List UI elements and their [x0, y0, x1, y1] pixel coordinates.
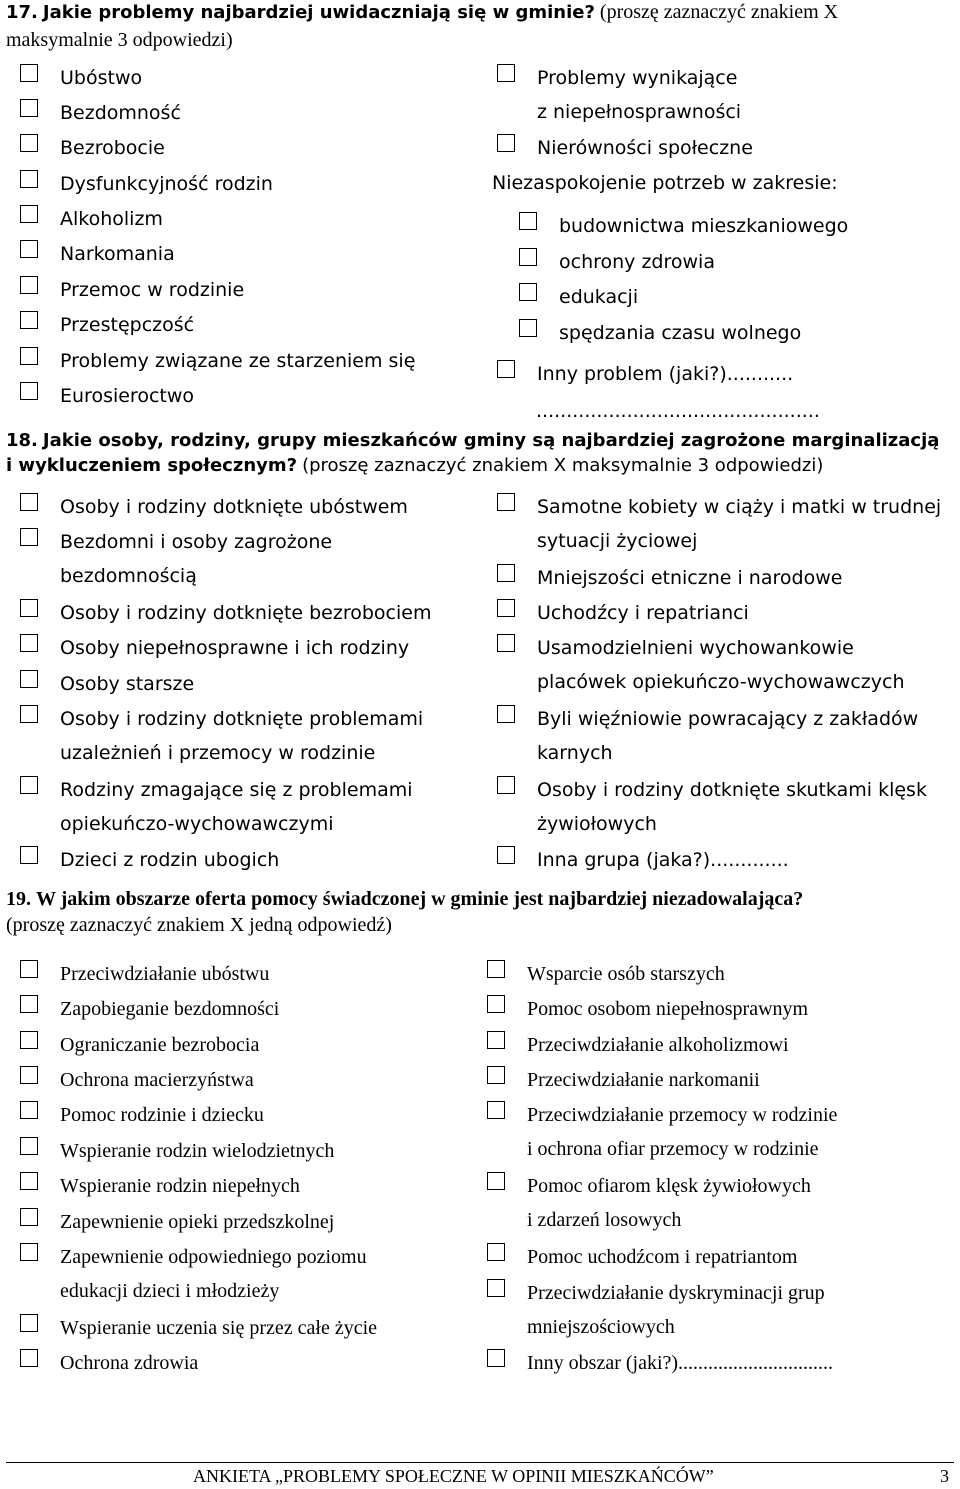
- checkbox[interactable]: [497, 134, 515, 152]
- checkbox[interactable]: [519, 319, 537, 337]
- checkbox[interactable]: [20, 670, 38, 688]
- option-label: Pomoc ofiarom klęsk żywiołowych: [527, 1175, 811, 1197]
- option-label: Wspieranie uczenia się przez całe życie: [60, 1317, 378, 1339]
- option-label-cont: żywiołowych: [537, 813, 657, 835]
- checkbox[interactable]: [497, 360, 515, 378]
- option-label: Pomoc rodzinie i dziecku: [60, 1104, 264, 1126]
- option-label: Ograniczanie bezrobocia: [60, 1034, 260, 1056]
- checkbox[interactable]: [20, 960, 38, 978]
- checkbox[interactable]: [20, 276, 38, 294]
- option-label: Osoby niepełnosprawne i ich rodziny: [60, 637, 410, 659]
- checkbox[interactable]: [497, 493, 515, 511]
- checkbox[interactable]: [20, 1031, 38, 1049]
- option-label: Przemoc w rodzinie: [60, 279, 245, 301]
- checkbox[interactable]: [487, 1279, 505, 1297]
- footer-divider: [6, 1462, 954, 1463]
- checkbox[interactable]: [20, 205, 38, 223]
- option-label: Inna grupa (jaka?).............: [537, 849, 789, 871]
- option-label: Przestępczość: [60, 314, 195, 336]
- option-label: Wspieranie rodzin wielodzietnych: [60, 1140, 335, 1162]
- option-label: Problemy związane ze starzeniem się: [60, 350, 416, 372]
- checkbox[interactable]: [20, 134, 38, 152]
- checkbox[interactable]: [497, 64, 515, 82]
- option-label: Pomoc osobom niepełnosprawnym: [527, 998, 809, 1020]
- checkbox[interactable]: [487, 960, 505, 978]
- checkbox[interactable]: [519, 248, 537, 266]
- checkbox[interactable]: [20, 382, 38, 400]
- checkbox[interactable]: [497, 599, 515, 617]
- option-label: Bezrobocie: [60, 137, 165, 159]
- option-label: Mniejszości etniczne i narodowe: [537, 567, 843, 589]
- checkbox[interactable]: [519, 212, 537, 230]
- option-label: Inny obszar (jaki?)...............................: [527, 1352, 834, 1374]
- option-label: Ochrona zdrowia: [60, 1352, 199, 1374]
- option-label: Eurosieroctwo: [60, 385, 195, 407]
- checkbox[interactable]: [20, 1066, 38, 1084]
- option-label-cont: z niepełnosprawności: [537, 101, 742, 123]
- option-label: Dysfunkcyjność rodzin: [60, 173, 273, 195]
- checkbox[interactable]: [487, 1349, 505, 1367]
- q19-question: W jakim obszarze oferta pomocy świadczonej w gminie jest najbardziej niezadowalająca?: [36, 888, 804, 910]
- checkbox[interactable]: [20, 1314, 38, 1332]
- option-label: Przeciwdziałanie alkoholizmowi: [527, 1034, 789, 1056]
- q19-instruction: (proszę zaznaczyć znakiem X jedną odpowiedź): [6, 914, 392, 936]
- option-label: Przeciwdziałanie ubóstwu: [60, 963, 270, 985]
- checkbox[interactable]: [20, 64, 38, 82]
- q17-title: [6, 0, 838, 25]
- q18-number: 18.: [6, 430, 38, 451]
- checkbox[interactable]: [20, 1172, 38, 1190]
- q17-needs-header: Niezaspokojenie potrzeb w zakresie:: [492, 172, 838, 194]
- q18-question-1: Jakie osoby, rodziny, grupy mieszkańców gminy są najbardziej zagrożone marginalizacją: [42, 430, 940, 451]
- q17-instruction-2: maksymalnie 3 odpowiedzi): [6, 29, 233, 51]
- checkbox[interactable]: [20, 347, 38, 365]
- checkbox[interactable]: [519, 283, 537, 301]
- checkbox[interactable]: [20, 995, 38, 1013]
- q17-other-continuation: ...............................................: [536, 400, 820, 422]
- checkbox[interactable]: [20, 1349, 38, 1367]
- checkbox[interactable]: [20, 493, 38, 511]
- option-label: Wspieranie rodzin niepełnych: [60, 1175, 300, 1197]
- checkbox[interactable]: [20, 1208, 38, 1226]
- checkbox[interactable]: [20, 1243, 38, 1261]
- q19-number: 19.: [6, 888, 31, 910]
- q17-number: 17.: [6, 2, 38, 23]
- option-label: Alkoholizm: [60, 208, 163, 230]
- q17-instruction-1: (proszę zaznaczyć znakiem X: [599, 1, 839, 23]
- checkbox[interactable]: [20, 705, 38, 723]
- option-label: Zapewnienie opieki przedszkolnej: [60, 1211, 335, 1233]
- footer-title: ANKIETA „PROBLEMY SPOŁECZNE W OPINII MIESZKAŃCÓW”: [193, 1466, 714, 1486]
- option-label-cont: i zdarzeń losowych: [527, 1209, 682, 1231]
- checkbox[interactable]: [20, 240, 38, 258]
- q18-title: [6, 428, 939, 453]
- option-label: Osoby i rodziny dotknięte ubóstwem: [60, 496, 408, 518]
- q19-instruction-line: [6, 913, 392, 937]
- option-label: Pomoc uchodźcom i repatriantom: [527, 1246, 798, 1268]
- page-footer: [0, 1464, 960, 1488]
- option-label-cont: mniejszościowych: [527, 1316, 675, 1338]
- checkbox[interactable]: [497, 776, 515, 794]
- option-label: spędzania czasu wolnego: [559, 322, 802, 344]
- option-label: Osoby i rodziny dotknięte bezrobociem: [60, 602, 432, 624]
- checkbox[interactable]: [20, 776, 38, 794]
- option-label-cont: karnych: [537, 742, 613, 764]
- q19-title: [6, 887, 803, 911]
- checkbox[interactable]: [487, 1066, 505, 1084]
- checkbox[interactable]: [487, 1101, 505, 1119]
- checkbox[interactable]: [20, 846, 38, 864]
- option-label: Przeciwdziałanie narkomanii: [527, 1069, 760, 1091]
- option-label: Osoby i rodziny dotknięte skutkami klęsk: [537, 779, 927, 801]
- option-label: Samotne kobiety w ciąży i matki w trudnej: [537, 496, 942, 518]
- option-label: Nierówności społeczne: [537, 137, 753, 159]
- option-label: edukacji: [559, 286, 639, 308]
- option-label: Problemy wynikające: [537, 67, 738, 89]
- option-label: Uchodźcy i repatrianci: [537, 602, 749, 624]
- checkbox[interactable]: [487, 1243, 505, 1261]
- checkbox[interactable]: [20, 634, 38, 652]
- option-label-cont: uzależnień i przemocy w rodzinie: [60, 742, 376, 764]
- option-label: Zapewnienie odpowiedniego poziomu: [60, 1246, 367, 1268]
- option-label: Przeciwdziałanie przemocy w rodzinie: [527, 1104, 838, 1126]
- checkbox[interactable]: [497, 634, 515, 652]
- option-label: Osoby starsze: [60, 673, 195, 695]
- q17-question: Jakie problemy najbardziej uwidaczniają się w gminie?: [42, 2, 595, 23]
- checkbox[interactable]: [20, 528, 38, 546]
- option-label: Ochrona macierzyństwa: [60, 1069, 254, 1091]
- q18-instruction: (proszę zaznaczyć znakiem X maksymalnie 3 odpowiedzi): [302, 455, 824, 476]
- checkbox[interactable]: [487, 1031, 505, 1049]
- checkbox[interactable]: [20, 99, 38, 117]
- option-label-cont: i ochrona ofiar przemocy w rodzinie: [527, 1138, 819, 1160]
- option-label-cont: bezdomnością: [60, 565, 197, 587]
- option-label: Rodziny zmagające się z problemami: [60, 779, 413, 801]
- option-label: Osoby i rodziny dotknięte problemami: [60, 708, 424, 730]
- option-label: budownictwa mieszkaniowego: [559, 215, 849, 237]
- option-label: Ubóstwo: [60, 67, 143, 89]
- option-label-cont: opiekuńczo-wychowawczymi: [60, 813, 334, 835]
- q18-title-line2: [6, 453, 823, 478]
- q17-instruction-line2: [6, 28, 233, 52]
- option-label-cont: sytuacji życiowej: [537, 530, 698, 552]
- checkbox[interactable]: [20, 311, 38, 329]
- option-label-cont: placówek opiekuńczo-wychowawczych: [537, 671, 905, 693]
- checkbox[interactable]: [487, 995, 505, 1013]
- option-label: Usamodzielnieni wychowankowie: [537, 637, 854, 659]
- checkbox[interactable]: [20, 170, 38, 188]
- option-label: Wsparcie osób starszych: [527, 963, 725, 985]
- option-label: Dzieci z rodzin ubogich: [60, 849, 280, 871]
- option-label: Przeciwdziałanie dyskryminacji grup: [527, 1282, 825, 1304]
- option-label: Byli więźniowie powracający z zakładów: [537, 708, 919, 730]
- option-label-cont: edukacji dzieci i młodzieży: [60, 1280, 280, 1302]
- checkbox[interactable]: [20, 599, 38, 617]
- checkbox[interactable]: [497, 705, 515, 723]
- checkbox[interactable]: [487, 1172, 505, 1190]
- checkbox[interactable]: [20, 1137, 38, 1155]
- checkbox[interactable]: [20, 1101, 38, 1119]
- option-label: ochrony zdrowia: [559, 251, 715, 273]
- option-label: Zapobieganie bezdomności: [60, 998, 280, 1020]
- checkbox[interactable]: [497, 846, 515, 864]
- option-label: Inny problem (jaki?)...........: [537, 363, 794, 385]
- option-label: Bezdomni i osoby zagrożone: [60, 531, 333, 553]
- option-label: Narkomania: [60, 243, 175, 265]
- checkbox[interactable]: [497, 564, 515, 582]
- page-number: 3: [940, 1466, 949, 1486]
- q18-question-2: i wykluczeniem społecznym?: [6, 455, 298, 476]
- option-label: Bezdomność: [60, 102, 181, 124]
